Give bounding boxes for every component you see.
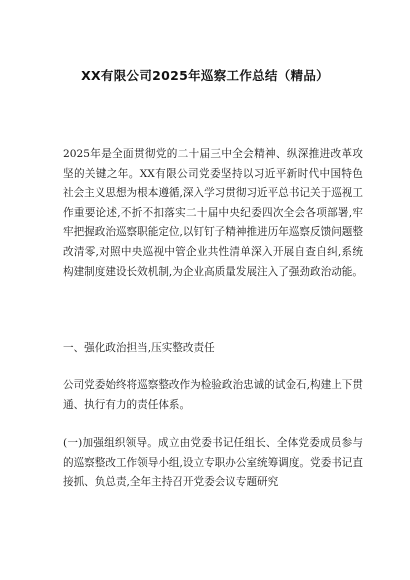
intro-paragraph: 2025年是全面贯彻党的二十届三中全会精神、纵深推进改革攻坚的关键之年。XX有限公司党委坚持以习近平新时代中国特色社会主义思想为根本遵循,深入学习贯彻习近平总书记关于巡视工作重要论述,不折不扣落实二十届中央纪委四次全会各项部署,牢牢把握政治巡察职能定位,以钉钉子精神推进历年巡察反馈问题整改清零,对照中央巡视中管企业共性清单深入开展自查自纠,系统构建制度建设长效机制,为企业高质量发展注入了强劲政治动能。 bbox=[63, 148, 363, 278]
document-title: XX有限公司2025年巡察工作总结（精品） bbox=[81, 68, 329, 83]
section-paragraph-1: 公司党委始终将巡察整改作为检验政治忠诚的试金石,构建上下贯通、执行有力的责任体系。 bbox=[63, 379, 363, 411]
section-heading: 一、强化政治担当,压实整改责任 bbox=[63, 342, 215, 354]
section-paragraph-2: (一)加强组织领导。成立由党委书记任组长、全体党委成员参与的巡察整改工作领导小组,设立专职办公室统筹调度。党委书记直接抓、负总责,全年主持召开党委会议专题研究 bbox=[63, 437, 363, 489]
